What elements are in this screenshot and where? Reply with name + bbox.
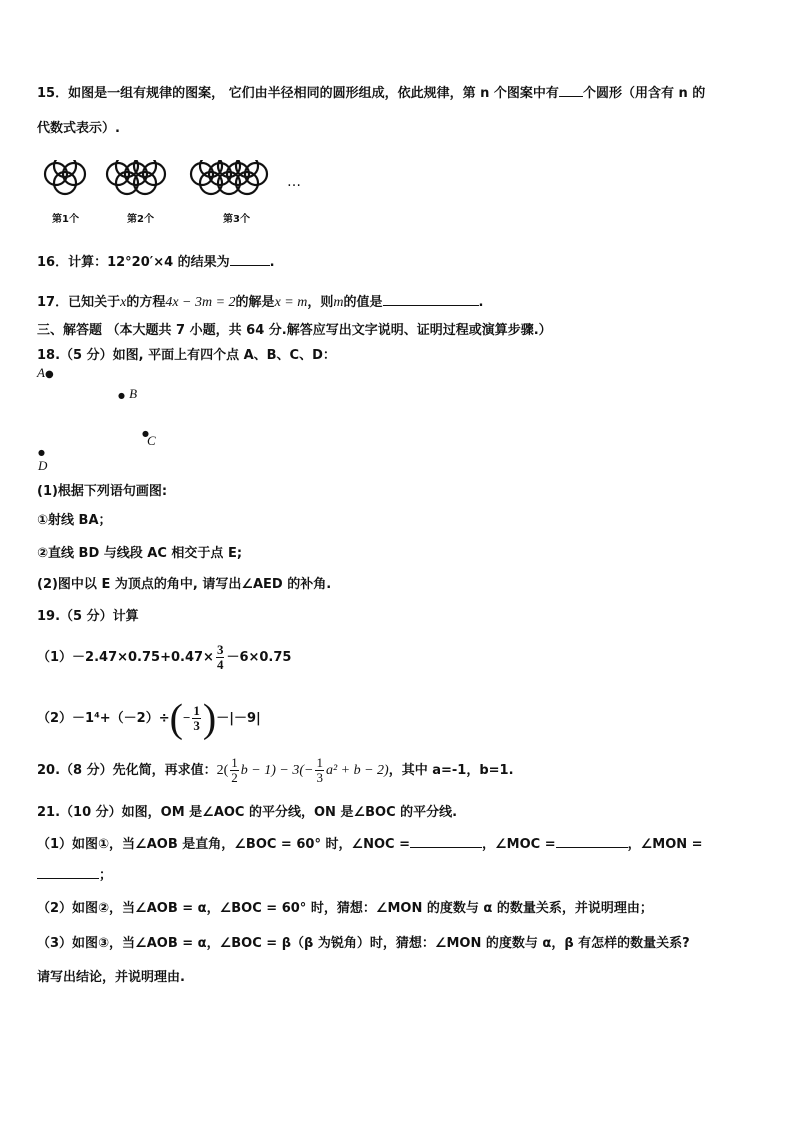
q20-b: ，其中 a=-1，b=1.	[388, 763, 514, 778]
q18-item1: ①射线 BA；	[37, 513, 112, 528]
point-c-label: C	[147, 433, 156, 448]
q15-caption-2: 第2个	[127, 214, 154, 225]
q17-p3: 的解是	[235, 295, 275, 310]
q20-expr-2: b − 1) − 3(−	[240, 763, 314, 778]
q15-line2: 代数式表示）.	[37, 121, 120, 136]
q21-title: 21.（10 分）如图，OM 是∠AOC 的平分线，ON 是∠BOC 的平分线.	[37, 805, 458, 820]
point-b-label: B	[129, 386, 138, 401]
q19-p2-numerator: 1	[193, 703, 200, 718]
q15-answer-blank[interactable]	[559, 83, 583, 97]
q18-point-d-dot: ●	[38, 448, 45, 457]
q21-p1-c: ，∠MON =	[627, 837, 703, 852]
q21-part2: （2）如图②，当∠AOB = α，∠BOC = 60° 时，猜想：∠MON 的度数与 α 的数量关系，并说明理由；	[37, 901, 653, 916]
q19-p1-numerator: 3	[216, 642, 224, 657]
q21-part1	[37, 833, 703, 852]
q21-part3-line1: （3）如图③，当∠AOB = α，∠BOC = β（β 为锐角）时，猜想：∠MON 的度数与 α，β 有怎样的数量关系?	[37, 936, 690, 951]
q17-p4: ，则	[307, 295, 334, 310]
q19-p2-a: （2）－1⁴+（－2）÷	[37, 711, 170, 726]
q16-text-a: 16．计算：12°20′×4 的结果为	[37, 255, 230, 270]
q18-sub2: (2)图中以 E 为顶点的角中, 请写出∠AED 的补角.	[37, 577, 332, 592]
q17-p5: 的值是	[343, 295, 383, 310]
q19-p1-denominator: 4	[216, 657, 224, 672]
q21-part1-cont	[37, 864, 112, 883]
q20-expr-3: a² + b − 2)	[325, 763, 389, 778]
q17-solution: x = m	[274, 295, 308, 310]
q21-p1-end: ；	[99, 868, 113, 883]
q18-item2: ②直线 BD 与线段 AC 相交于点 E;	[37, 546, 243, 561]
q19-p1-fraction	[216, 643, 225, 672]
q17-equation: 4x − 3m = 2	[165, 295, 236, 310]
q20-fraction-2	[315, 756, 324, 785]
q15-ellipsis: …	[287, 174, 301, 190]
q18-point-b	[118, 386, 137, 402]
pattern-3	[191, 160, 267, 194]
q19-p2-fraction	[192, 704, 201, 733]
q18-sub1: (1)根据下列语句画图:	[37, 484, 168, 499]
q17-x: x	[120, 295, 127, 310]
q17-m: m	[333, 295, 344, 310]
q19-part1	[37, 640, 291, 676]
q21-p1-a: （1）如图①，当∠AOB 是直角，∠BOC = 60° 时，∠NOC =	[37, 837, 411, 852]
q21-noc-blank[interactable]	[410, 834, 482, 848]
q18-point-a	[37, 365, 54, 381]
pattern-2	[107, 160, 165, 194]
q17-answer-blank[interactable]	[383, 292, 479, 306]
q19-title: 19.（5 分）计算	[37, 609, 139, 624]
q19-p2-denominator: 3	[193, 718, 200, 733]
q19-p2-sign: −	[182, 710, 191, 725]
point-b-dot: ●	[118, 391, 125, 400]
q20-f1-den: 2	[231, 770, 238, 785]
q15-line1	[37, 82, 705, 101]
section-3-heading: 三、解答题 （本大题共 7 小题，共 64 分.解答应写出文字说明、证明过程或演算步骤.）	[37, 323, 552, 338]
q15-circle-pattern-figure	[40, 160, 310, 222]
q20-f2-num: 1	[316, 755, 323, 770]
q20-fraction-1	[230, 756, 239, 785]
q21-mon-blank[interactable]	[37, 865, 99, 879]
q17-end: .	[478, 295, 484, 310]
point-a-dot: ●	[44, 369, 54, 380]
q17-p2: 的方程	[126, 295, 166, 310]
q19-part2: （2）－1⁴+（－2）÷(− $\frac{1}{3}$ )－|－9|	[37, 695, 261, 741]
q19-p1-a: （1）－2.47×0.75+0.47×	[37, 650, 214, 665]
q16-text-b: .	[269, 255, 275, 270]
q20	[37, 755, 514, 787]
q16-answer-blank[interactable]	[230, 252, 270, 266]
q15-text-b: 个圆形（用含有 n 的	[582, 86, 706, 101]
q16	[37, 251, 275, 270]
point-c-dot: ●	[142, 429, 149, 438]
q19-p1-b: －6×0.75	[226, 650, 292, 665]
q20-f1-num: 1	[231, 755, 238, 770]
q21-part3-line2: 请写出结论，并说明理由.	[37, 970, 185, 985]
pattern-1	[45, 160, 85, 194]
q20-expr-1: 2(	[216, 763, 229, 778]
q15-text-a: 15．如图是一组有规律的图案， 它们由半径相同的圆形组成，依此规律，第 n 个图案中有	[37, 86, 559, 101]
q21-p1-b: ，∠MOC =	[482, 837, 556, 852]
q17	[37, 291, 483, 311]
point-d-label: D	[38, 458, 48, 473]
q20-f2-den: 3	[316, 770, 323, 785]
q21-moc-blank[interactable]	[556, 834, 628, 848]
point-a-label: A	[37, 365, 45, 380]
q15-caption-3: 第3个	[223, 214, 250, 225]
q17-p1: 17．已知关于	[37, 295, 121, 310]
q18-title: 18.（5 分）如图, 平面上有四个点 A、B、C、D：	[37, 348, 336, 363]
q15-caption-1: 第1个	[52, 214, 79, 225]
q19-p2-b: －|－9|	[216, 711, 261, 726]
q20-a: 20.（8 分）先化简，再求值：	[37, 763, 217, 778]
